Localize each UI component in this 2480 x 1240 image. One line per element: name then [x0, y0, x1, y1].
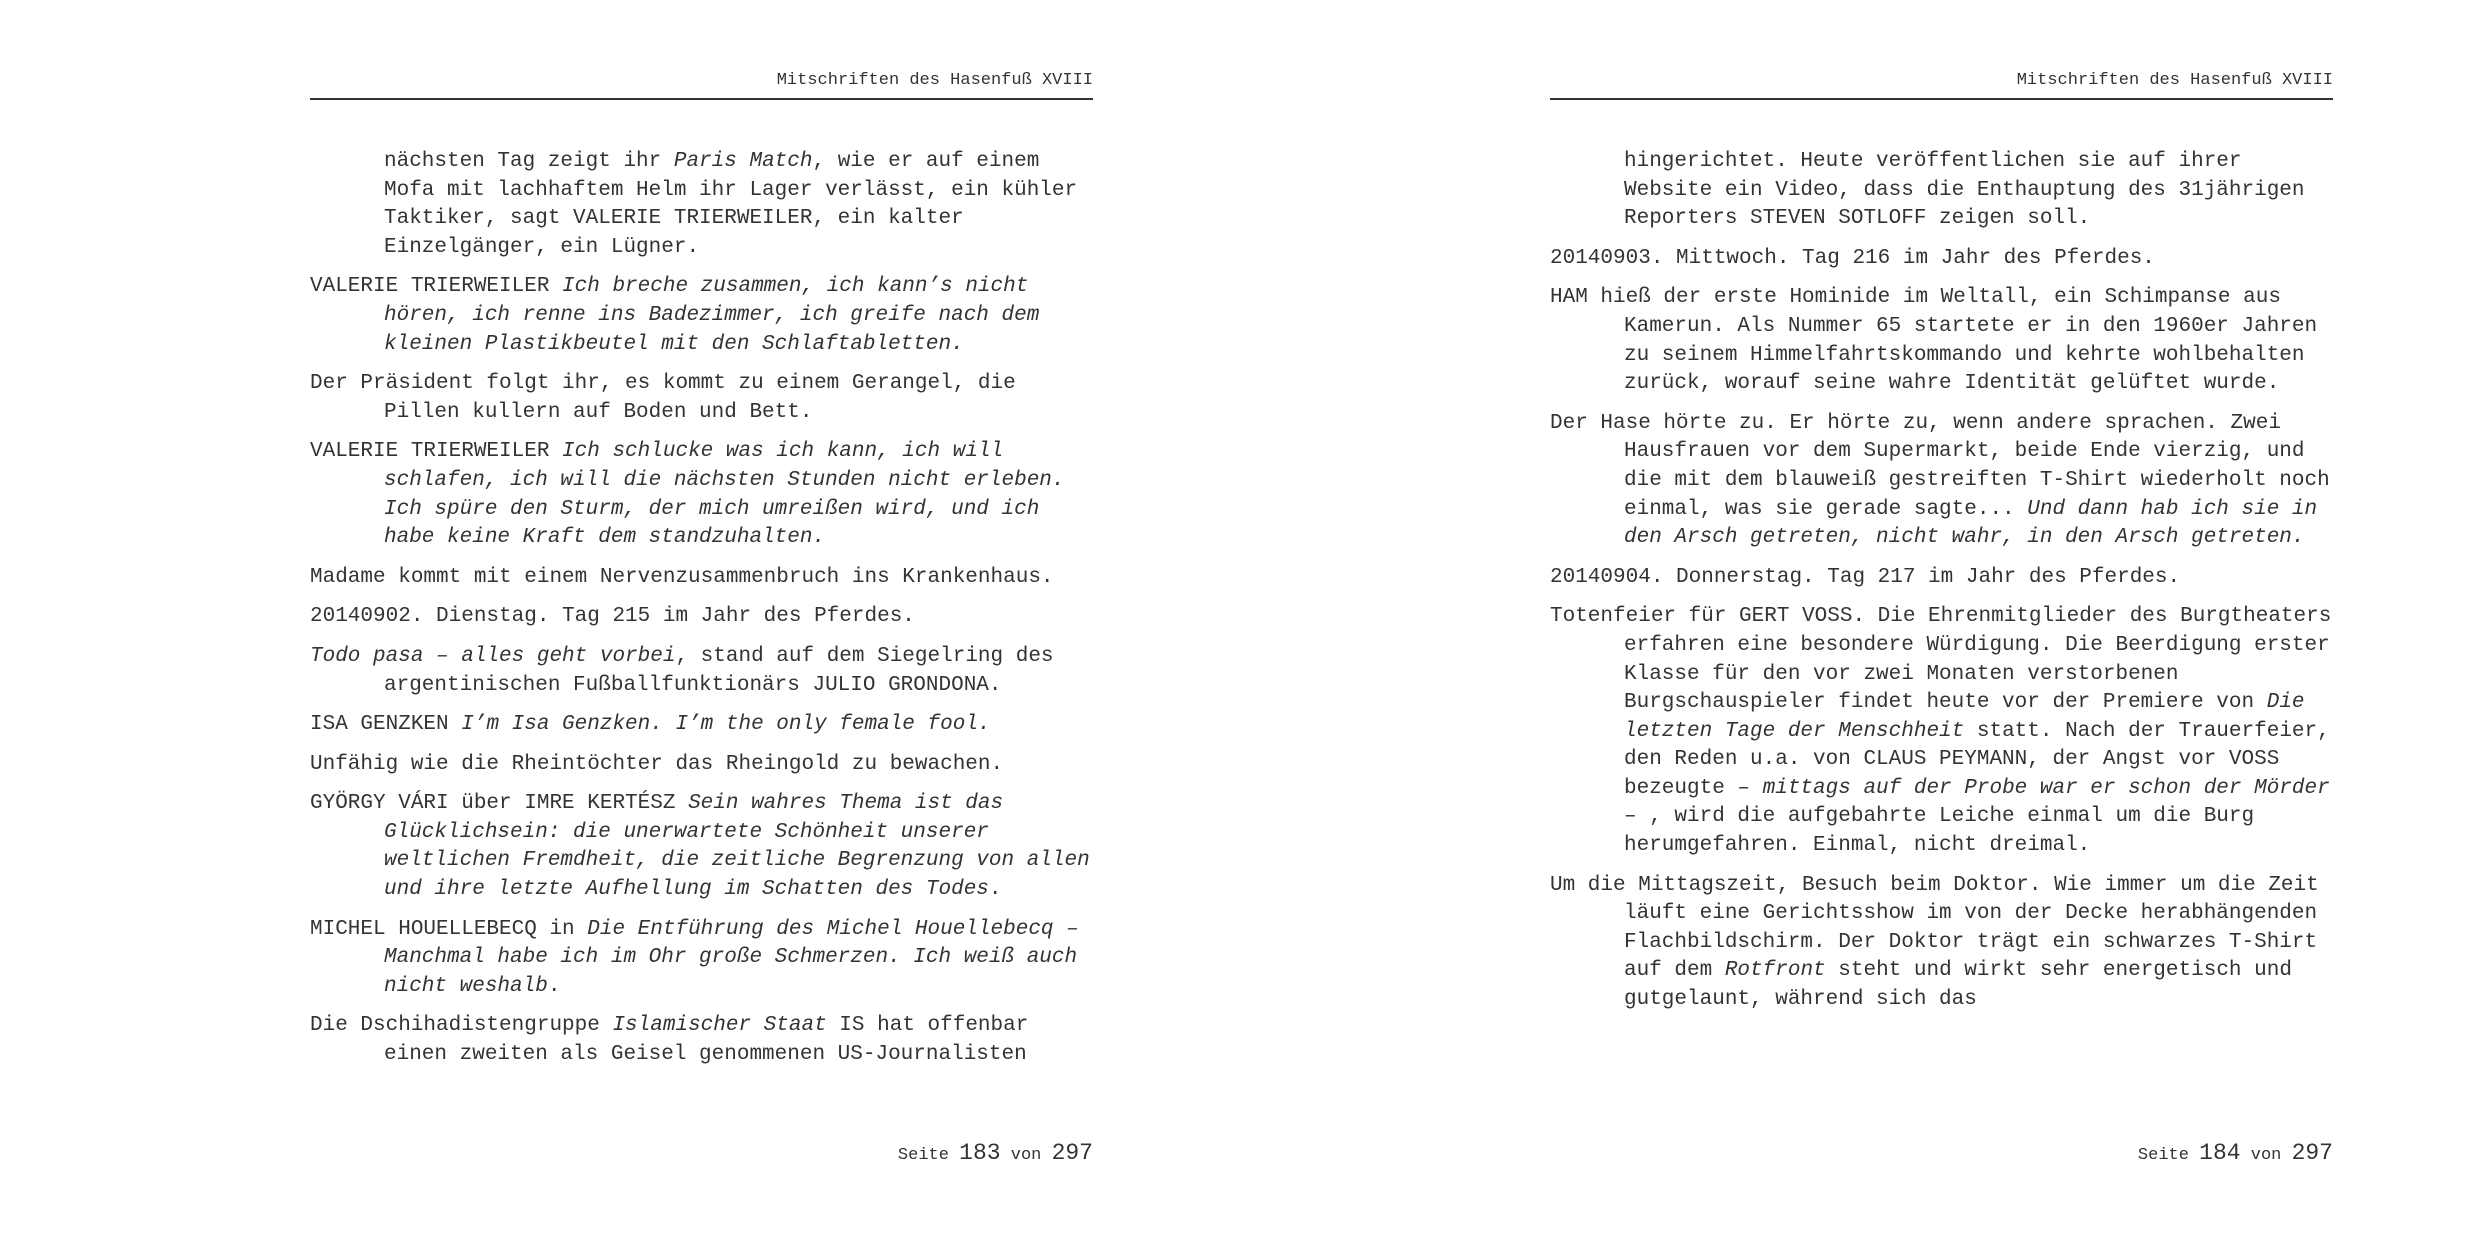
text-segment: Um die Mittagszeit, Besuch beim Doktor. Wie immer um die Zeit läuft eine Gerichtsshow im von der Decke herabhängenden Flachbildschirm. Der Doktor trägt ein schwarzes T-Shirt auf dem	[1550, 873, 2319, 983]
text-segment: statt. Nach der Trauerfeier, den Reden u.a. von CLAUS PEYMANN, der Angst vor VOSS bezeugte –	[1624, 719, 2330, 800]
current-page-number: 184	[2199, 1140, 2241, 1166]
text-segment: – , wird die aufgebahrte Leiche einmal um die Burg herumgefahren. Einmal, nicht dreimal.	[1624, 805, 2255, 858]
text-segment: Unfähig wie die Rheintöchter das Rheingold zu bewachen.	[310, 752, 1004, 776]
paragraph	[310, 711, 1093, 740]
text-segment: VALERIE TRIERWEILER	[310, 440, 563, 464]
total-page-count: 297	[2291, 1140, 2333, 1166]
page-text	[310, 148, 1093, 1081]
text-segment: VALERIE TRIERWEILER	[310, 275, 563, 299]
paragraph	[310, 751, 1093, 780]
italic-text: Paris Match	[673, 150, 813, 173]
page-number-footer	[1550, 1138, 2333, 1171]
page-text	[1550, 148, 2333, 1026]
running-header: Mitschriften des Hasenfuß XVIII	[310, 70, 1093, 100]
italic-text: mittags auf der Probe war er schon der Mörder	[1762, 776, 2330, 800]
text-segment: .	[988, 878, 1002, 902]
text-segment: HAM hieß der erste Hominide im Weltall, ein Schimpanse aus Kamerun. Als Nummer 65 startete er in den 1960er Jahren zu seinem Himmelfahrtskommando und kehrte wohlbehalten zurück, worauf seine wahre Identität gelüftet wurde.	[1550, 286, 2318, 396]
text-segment: Madame kommt mit einem Nervenzusammenbruch ins Krankenhaus.	[310, 565, 1054, 589]
text-segment: IS hat offenbar einen zweiten als Geisel genommenen US-Journalisten	[384, 1014, 1029, 1067]
paragraph	[1550, 564, 2333, 593]
paragraph	[1550, 410, 2333, 553]
text-segment: Der Hase hörte zu. Er hörte zu, wenn andere sprachen. Zwei Hausfrauen vor dem Supermarkt, beide Ende vierzig, und die mit dem blauweiß gestreiften T-Shirt wiederholt noch einmal, was sie gerade sagte...	[1550, 411, 2330, 521]
italic-text: Todo pasa – alles geht vorbei	[310, 644, 676, 668]
text-segment: 20140903. Mittwoch. Tag 216 im Jahr des Pferdes.	[1550, 246, 2155, 270]
italic-text: Rotfront	[1724, 959, 1826, 983]
italic-text: Islamischer Staat	[612, 1014, 827, 1038]
italic-text: Die letzten Tage der Menschheit	[1624, 691, 2305, 743]
continued-paragraph	[310, 148, 1093, 262]
text-segment: , stand auf dem Siegelring des argentinischen Fußballfunktionärs JULIO GRONDONA.	[384, 644, 1054, 697]
paragraph	[310, 790, 1093, 904]
running-header: Mitschriften des Hasenfuß XVIII	[1550, 70, 2333, 100]
italic-text: Sein wahres Thema ist das Glücklichsein: die unerwartete Schönheit unserer weltlichen Fremdheit, die zeitliche Begrenzung von allen und ihre letzte Aufhellung im Schatten des Todes	[384, 792, 1090, 902]
total-page-count: 297	[1051, 1140, 1093, 1166]
italic-text: Und dann hab ich sie in den Arsch getreten, nicht wahr, in den Arsch getreten.	[1624, 497, 2318, 550]
continued-paragraph	[1550, 148, 2333, 234]
paragraph	[310, 1012, 1093, 1069]
italic-text: Die Entführung des Michel Houellebecq – Manchmal habe ich im Ohr große Schmerzen. Ich weiß auch nicht weshalb	[384, 917, 1079, 998]
text-segment: steht und wirkt sehr energetisch und gutgelaunt, während sich das	[1624, 959, 2292, 1012]
text-segment: 20140902. Dienstag. Tag 215 im Jahr des Pferdes.	[310, 605, 915, 629]
paragraph	[310, 603, 1093, 632]
footer-separator: von	[1010, 1146, 1042, 1165]
italic-text: Ich breche zusammen, ich kann’s nicht hören, ich renne ins Badezimmer, ich greife nach dem kleinen Plastikbeutel mit den Schlaftabletten.	[384, 275, 1040, 356]
right-page	[1240, 0, 2480, 1240]
current-page-number: 183	[959, 1140, 1001, 1166]
paragraph	[1550, 603, 2333, 860]
italic-text: Ich schlucke was ich kann, ich will schlafen, ich will die nächsten Stunden nicht erleben. Ich spüre den Sturm, der mich umreißen wird, und ich habe keine Kraft dem standzuhalten.	[384, 440, 1065, 550]
text-segment: hingerichtet. Heute veröffentlichen sie auf ihrer Website ein Video, dass die Enthauptung des 31jährigen Reporters STEVEN SOTLOFF zeigen soll.	[1624, 150, 2305, 231]
text-segment: GYÖRGY VÁRI über IMRE KERTÉSZ	[310, 792, 689, 816]
paragraph	[310, 564, 1093, 593]
text-segment: ISA GENZKEN	[310, 713, 462, 737]
footer-separator: von	[2250, 1146, 2282, 1165]
text-segment: Die Dschihadistengruppe	[310, 1014, 613, 1038]
paragraph	[1550, 245, 2333, 274]
text-segment: Der Präsident folgt ihr, es kommt zu einem Gerangel, die Pillen kullern auf Boden und Bett.	[310, 372, 1016, 424]
footer-prefix: Seite	[897, 1146, 949, 1165]
paragraph	[310, 370, 1093, 427]
paragraph	[310, 643, 1093, 700]
italic-text: I’m Isa Genzken. I’m the only female fool.	[461, 713, 991, 737]
text-segment: .	[547, 974, 561, 998]
paragraph	[1550, 284, 2333, 398]
text-segment: MICHEL HOUELLEBECQ in	[310, 917, 588, 941]
text-segment: 20140904. Donnerstag. Tag 217 im Jahr des Pferdes.	[1550, 565, 2181, 589]
text-segment: nächsten Tag zeigt ihr	[384, 150, 674, 173]
paragraph	[310, 916, 1093, 1002]
page-number-footer	[310, 1138, 1093, 1171]
footer-prefix: Seite	[2137, 1146, 2189, 1165]
text-segment: Totenfeier für GERT VOSS. Die Ehrenmitglieder des Burgtheaters erfahren eine besondere Würdigung. Die Beerdigung erster Klasse für den vor zwei Monaten verstorbenen Burgschauspieler findet heute vor der Premiere von	[1550, 605, 2332, 715]
paragraph	[1550, 872, 2333, 1015]
text-segment: , wie er auf einem Mofa mit lachhaftem Helm ihr Lager verlässt, ein kühler Taktiker, sagt VALERIE TRIERWEILER, ein kalter Einzelgänger, ein Lügner.	[384, 150, 1078, 259]
paragraph	[310, 273, 1093, 359]
paragraph	[310, 438, 1093, 552]
